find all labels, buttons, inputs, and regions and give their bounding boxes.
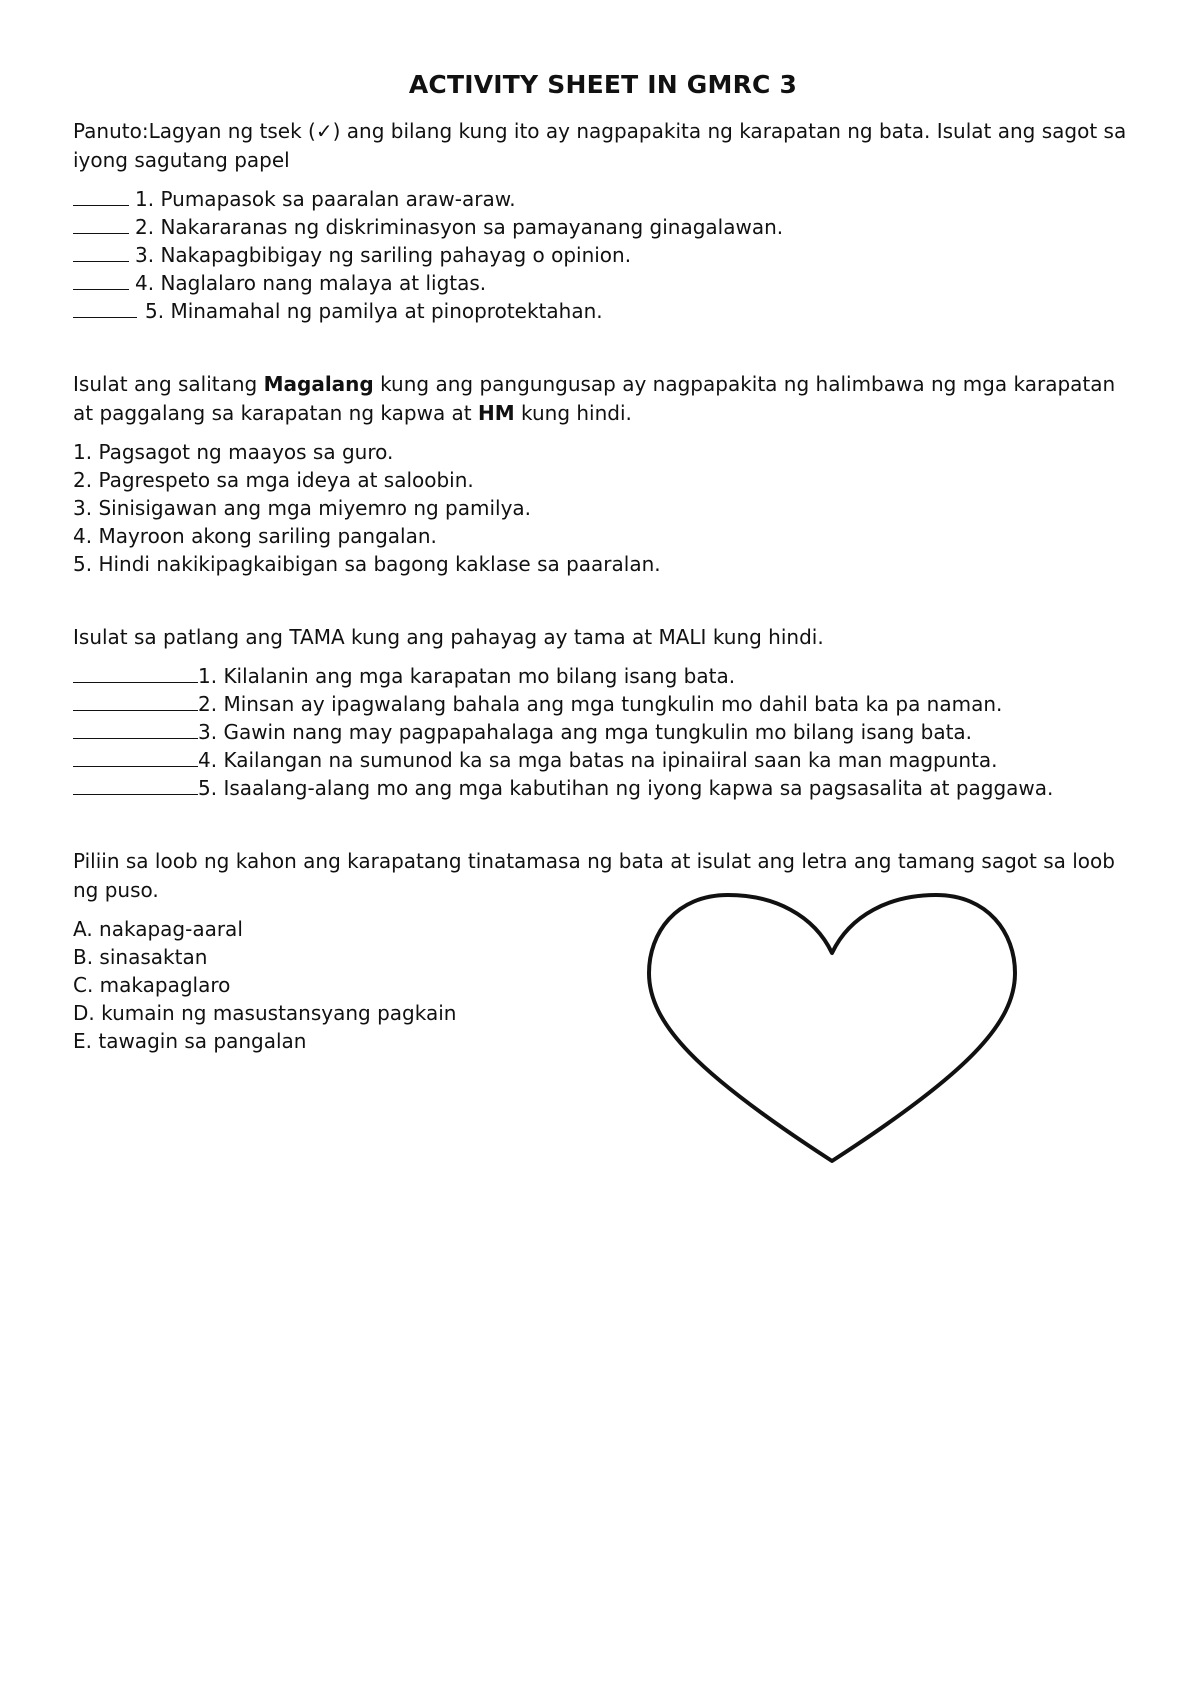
list-item: [73, 269, 1133, 297]
heart-area: [73, 915, 1133, 1215]
list-item: [73, 690, 1133, 718]
list-item: 5. Hindi nakikipagkaibigan sa bagong kaklase sa paaralan.: [73, 552, 661, 576]
option-item: E. tawagin sa pangalan: [73, 1029, 307, 1053]
option-item: D. kumain ng masustansyang pagkain: [73, 1001, 457, 1025]
option-item: B. sinasaktan: [73, 945, 208, 969]
activity-sheet: [73, 70, 1133, 1215]
part1-instruction: Panuto:Lagyan ng tsek (✓) ang bilang kung ito ay nagpapakita ng karapatan ng bata. Isulat ang sagot sa iyong sagutang papel: [73, 119, 1127, 172]
answer-blank[interactable]: [73, 692, 198, 711]
keyword-hm: HM: [478, 401, 515, 425]
answer-blank[interactable]: [73, 215, 129, 234]
list-item: [73, 718, 1133, 746]
part4-section: [73, 847, 1133, 1215]
answer-blank[interactable]: [73, 748, 198, 767]
answer-blank[interactable]: [73, 187, 129, 206]
list-item: 4. Mayroon akong sariling pangalan.: [73, 524, 437, 548]
part3-list: [73, 662, 1133, 802]
item-text: 5. Minamahal ng pamilya at pinoprotektahan.: [145, 299, 603, 323]
list-item: 3. Sinisigawan ang mga miyemro ng pamilya.: [73, 496, 532, 520]
list-item: [73, 297, 1133, 325]
part1-section: [73, 117, 1133, 325]
part2-list: [73, 438, 1133, 578]
item-text: 5. Isaalang-alang mo ang mga kabutihan ng iyong kapwa sa pagsasalita at paggawa.: [198, 776, 1054, 800]
item-text: 4. Kailangan na sumunod ka sa mga batas na ipinaiiral saan ka man magpunta.: [198, 748, 998, 772]
list-item: 1. Pagsagot ng maayos sa guro.: [73, 440, 394, 464]
instruction-text: kung ang pangungusap ay nagpapakita ng halimbawa ng mga karapatan at paggalang sa karapatan ng kapwa at: [73, 372, 1116, 425]
part2-section: [73, 370, 1133, 578]
list-item: [73, 746, 1133, 774]
answer-blank[interactable]: [73, 664, 198, 683]
list-item: [73, 213, 1133, 241]
instruction-text: kung hindi.: [514, 401, 632, 425]
answer-blank[interactable]: [73, 243, 129, 262]
answer-blank[interactable]: [73, 776, 198, 795]
part2-instruction: [73, 370, 1133, 428]
part4-instruction: Piliin sa loob ng kahon ang karapatang tinatamasa ng bata at isulat ang letra ang tamang sagot sa loob ng puso.: [73, 849, 1115, 902]
part1-list: [73, 185, 1133, 325]
item-text: 3. Nakapagbibigay ng sariling pahayag o opinion.: [135, 243, 632, 267]
part3-instruction: Isulat sa patlang ang TAMA kung ang pahayag ay tama at MALI kung hindi.: [73, 625, 824, 649]
item-text: 2. Minsan ay ipagwalang bahala ang mga tungkulin mo dahil bata ka pa naman.: [198, 692, 1003, 716]
option-item: A. nakapag-aaral: [73, 917, 243, 941]
answer-blank[interactable]: [73, 299, 137, 318]
list-item: 2. Pagrespeto sa mga ideya at saloobin.: [73, 468, 474, 492]
heart-outline-icon[interactable]: [646, 893, 1018, 1165]
option-item: C. makapaglaro: [73, 973, 231, 997]
instruction-text: Isulat ang salitang: [73, 372, 264, 396]
answer-blank[interactable]: [73, 271, 129, 290]
part3-section: [73, 623, 1133, 802]
list-item: [73, 774, 1133, 802]
keyword-magalang: Magalang: [263, 372, 374, 396]
page-title: ACTIVITY SHEET IN GMRC 3: [408, 70, 798, 99]
answer-blank[interactable]: [73, 720, 198, 739]
list-item: [73, 241, 1133, 269]
list-item: [73, 185, 1133, 213]
item-text: 3. Gawin nang may pagpapahalaga ang mga tungkulin mo bilang isang bata.: [198, 720, 973, 744]
item-text: 1. Pumapasok sa paaralan araw-araw.: [135, 187, 516, 211]
list-item: [73, 662, 1133, 690]
item-text: 1. Kilalanin ang mga karapatan mo bilang isang bata.: [198, 664, 736, 688]
item-text: 4. Naglalaro nang malaya at ligtas.: [135, 271, 487, 295]
item-text: 2. Nakararanas ng diskriminasyon sa pamayanang ginagalawan.: [135, 215, 784, 239]
